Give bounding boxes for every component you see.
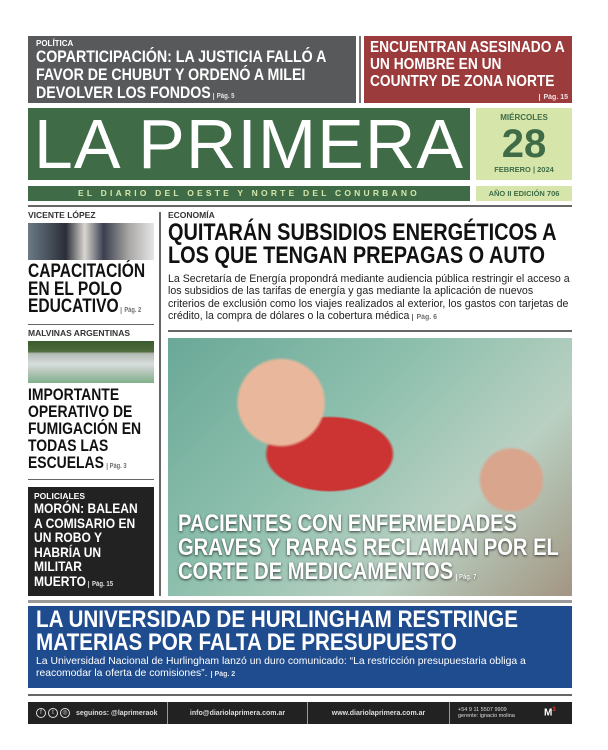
edition: AÑO II EDICIÓN 706 — [476, 186, 572, 201]
weekday: MIÉRCOLES — [500, 113, 548, 122]
website-link[interactable]: www.diariolaprimera.com.ar — [331, 709, 426, 717]
facebook-icon[interactable]: f — [36, 708, 46, 718]
headline-text: IMPORTANTE OPERATIVO DE FUMIGACIÓN EN TODAS LAS ESCUELAS — [28, 385, 142, 472]
email-link[interactable]: info@diariolaprimera.com.ar — [189, 709, 286, 717]
story-photo[interactable] — [28, 223, 154, 260]
right-column — [168, 210, 572, 596]
summary — [36, 656, 564, 681]
section-label: MALVINAS ARGENTINAS — [28, 327, 130, 338]
page-ref: Pág. 2 — [211, 671, 236, 678]
headline — [36, 48, 347, 106]
section-label: VICENTE LÓPEZ — [28, 210, 96, 220]
page-ref: Pág. 3 — [106, 463, 126, 470]
headline: ENCUENTRAN ASESINADO A UN HOMBRE EN UN COUNTRY DE ZONA NORTE — [370, 39, 565, 90]
divider — [28, 600, 572, 603]
headline[interactable] — [28, 386, 155, 475]
story-photo[interactable] — [28, 341, 154, 383]
column-divider — [159, 212, 161, 596]
main-photo[interactable] — [168, 338, 572, 596]
top-right-story[interactable] — [364, 36, 572, 103]
page-ref: Pág. 15 — [89, 581, 114, 588]
headline[interactable] — [28, 263, 155, 320]
summary-text: La Secretaría de Energía propondrá mediante audiencia pública restringir el acceso a los subsidios de las tarifas de energía y gas mediante la aplicación de nuevos criterios de exclusión como los viajes realizados al exterior, los gastos con tarjetas de crédito, la compra de dólares o la cobertura médica — [168, 273, 570, 323]
lead-headline[interactable]: QUITARÁN SUBSIDIOS ENERGÉTICOS A LOS QUE TENGAN PREPAGAS O AUTO — [168, 219, 556, 269]
photo-headline — [178, 512, 564, 590]
divider — [28, 479, 154, 480]
masthead-logo: LA PRIMERA — [28, 108, 470, 180]
headline-text: COPARTICIPACIÓN: LA JUSTICIA FALLÓ A FAVOR DE CHUBUT Y ORDENÓ A MILEI DEVOLVER LOS FONDOS — [36, 48, 326, 102]
day: 28 — [501, 122, 547, 166]
section-label: POLÍTICA — [36, 39, 74, 48]
page-ref: Pág. 5 — [213, 93, 234, 100]
phone: +54 9 11 5507 9909 — [458, 707, 507, 713]
page-ref: Pág. 2 — [121, 307, 141, 314]
page-ref: Pág. 15 — [539, 94, 568, 101]
top-left-story[interactable] — [28, 36, 356, 103]
tagline: EL DIARIO DEL OESTE Y NORTE DEL CONURBANO — [28, 186, 470, 201]
page-ref: Pág. 7 — [456, 574, 477, 581]
headline-text: MORÓN: BALEAN A COMISARIO EN UN ROBO Y HABRÍA UN MILITAR MUERTO — [34, 500, 138, 589]
headline-text: PACIENTES CON ENFERMEDADES GRAVES Y RARAS RECLAMAN POR EL CORTE DE MEDICAMENTOS — [178, 510, 559, 585]
divider — [28, 324, 154, 325]
lead-summary — [168, 273, 572, 325]
month-year: FEBRERO | 2024 — [494, 165, 554, 174]
headline: LA UNIVERSIDAD DE HURLINGHAM RESTRINGE MATERIAS POR FALTA DE PRESUPUESTO — [36, 606, 519, 656]
headline-text: CAPACITACIÓN EN EL POLO EDUCATIVO — [28, 261, 146, 318]
divider — [28, 205, 572, 207]
summary-text: La Universidad Nacional de Hurlingham lanzó un duro comunicado: “La restricción presupuestaria obliga a reacomodar la oferta de comisiones”. — [36, 656, 526, 679]
instagram-icon[interactable]: ◎ — [60, 708, 70, 718]
grupo-m3-logo: $M^3$ — [544, 707, 556, 719]
footer — [28, 702, 572, 724]
manager: gerente: ignacio molina — [458, 713, 515, 719]
divider — [168, 330, 572, 332]
divider — [359, 36, 361, 103]
policiales-story[interactable] — [28, 487, 154, 596]
twitter-icon[interactable]: t — [48, 708, 58, 718]
page-ref: Pág. 6 — [412, 314, 437, 321]
headline — [34, 501, 148, 592]
section-label: POLICIALES — [34, 491, 86, 501]
left-column — [28, 210, 154, 596]
date-box — [476, 108, 572, 180]
bottom-story[interactable] — [28, 606, 572, 688]
section-label: ECONOMÍA — [168, 210, 215, 220]
social-handle[interactable]: seguinos: @laprimeraok — [76, 709, 158, 717]
divider — [28, 694, 572, 696]
